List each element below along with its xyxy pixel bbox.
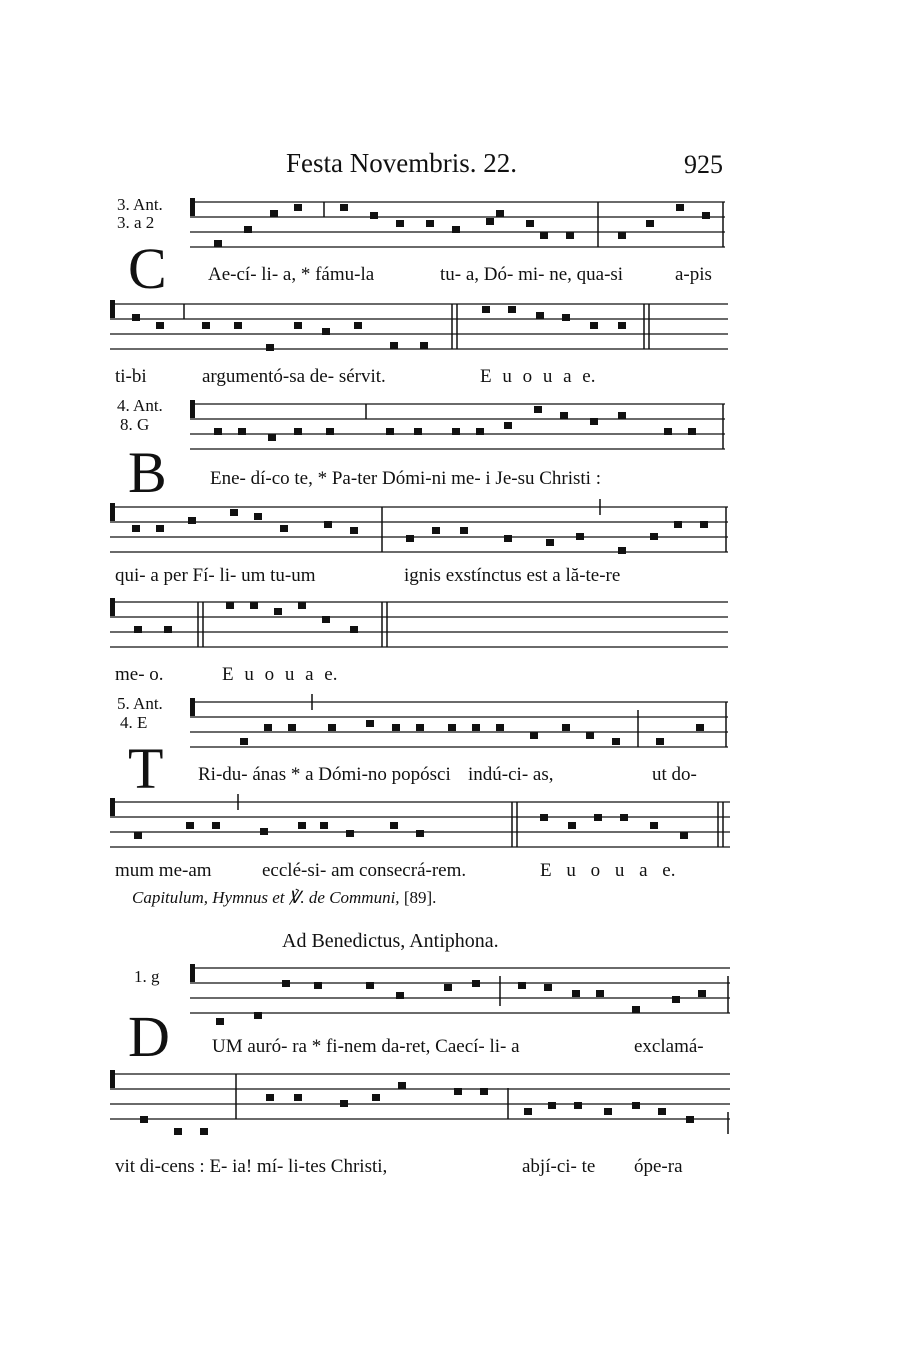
music-staff [110,505,728,567]
music-staff [110,800,730,862]
initial-letter: B [128,440,167,505]
lyric-text: ti-bi [115,366,147,387]
music-staff [190,966,730,1028]
rubric-text: Capitulum, Hymnus et ℣. de Communi, [132,888,400,907]
lyric-text: ut do- [652,764,697,785]
mode-sub-label: 4. E [120,713,148,732]
lyric-text: Ene- dí-co te, * Pa-ter Dómi-ni me- i Je-su Christi : [210,468,601,489]
section-heading: Ad Benedictus, Antiphona. [282,930,499,952]
lyric-text: Ri-du- ánas * a Dómi-no popósci [198,764,451,785]
music-staff [110,1072,730,1142]
lyric-text: tu- a, Dó- mi- ne, qua-si [440,264,624,285]
lyric-text: indú-ci- as, [468,764,554,785]
music-staff [110,600,728,660]
lyric-text: ecclé-si- am consecrá-rem. [262,860,467,881]
euouae-text: E u o u a e. [480,366,596,387]
lyric-text: ignis exstínctus est a lă-te-re [404,565,621,586]
lyric-text: exclamá- [634,1036,704,1057]
lyric-text: mum me-am [115,860,212,881]
initial-letter: C [128,236,167,301]
mode-sub-label: 8. G [120,415,150,434]
music-staff [190,402,725,464]
lyric-text: Ae-cí- li- a, * fámu-la [208,264,375,285]
music-staff [190,700,728,762]
lyric-text: argumentó-sa de- sérvit. [202,366,386,387]
page-title: Festa Novembris. 22. [286,148,517,178]
music-staff [190,200,725,262]
mode-sub-label: 3. a 2 [117,213,155,232]
initial-letter: D [128,1004,170,1069]
lyric-text: ópe-ra [634,1156,683,1177]
lyric-text: abjí-ci- te [522,1156,596,1177]
mode-label: 1. g [134,967,160,986]
lyric-text: qui- a per Fí- li- um tu-um [115,565,316,586]
lyric-text: a-pis [675,264,712,285]
lyric-text: me- o. [115,664,164,685]
mode-label: 4. Ant. [117,396,163,415]
lyric-text: vit di-cens : E- ia! mí- li-tes Christi, [115,1156,388,1177]
mode-label: 3. Ant. [117,195,163,214]
lyric-text: UM auró- ra * fi-nem da-ret, Caecí- li- a [212,1036,520,1057]
euouae-text: E u o u a e. [222,664,338,685]
initial-letter: T [128,736,164,801]
rubric-line [132,888,436,908]
music-staff [110,302,728,364]
page-number: 925 [684,150,723,179]
mode-label: 5. Ant. [117,694,163,713]
rubric-reference: [89]. [403,888,437,907]
euouae-text: E u o u a e. [540,860,676,881]
